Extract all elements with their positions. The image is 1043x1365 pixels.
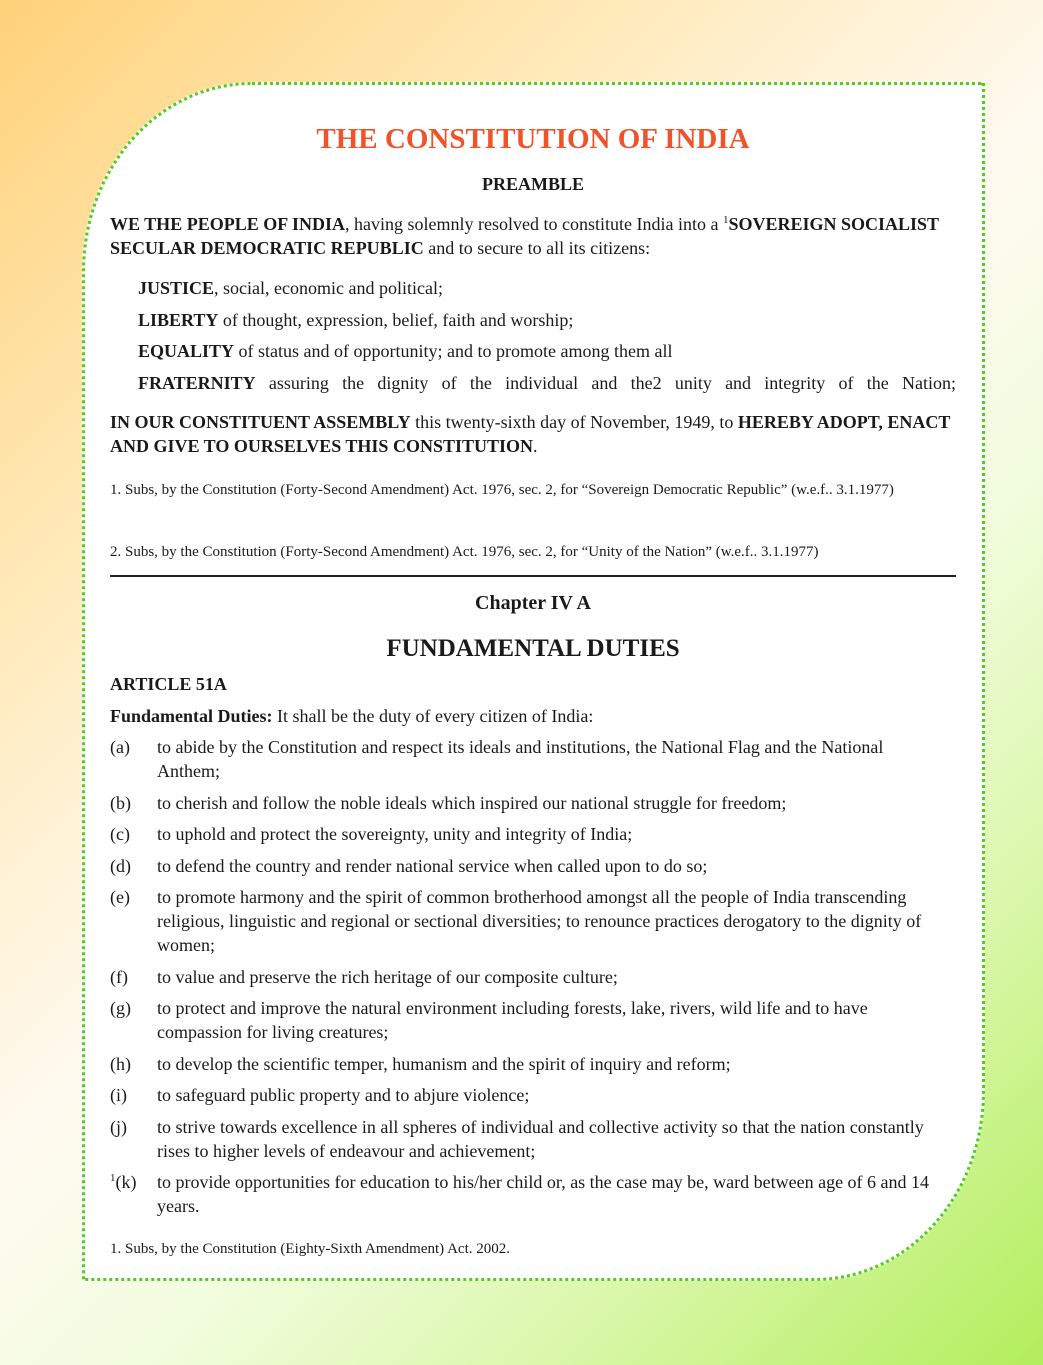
divider bbox=[110, 575, 956, 577]
duty-text: to defend the country and render national service when called upon to do so; bbox=[157, 855, 708, 876]
duty-text: to protect and improve the natural environment including forests, lake, rivers, wild life and to have compassion for living creatures; bbox=[157, 998, 868, 1042]
preamble-footnote: 2. Subs, by the Constitution (Forty-Second Amendment) Act. 1976, sec. 2, for “Unity of the Nation” (w.e.f.. 3.1.1977) bbox=[110, 544, 819, 560]
intro-text: and to secure to all its citizens: bbox=[423, 238, 651, 258]
duty-label: (e) bbox=[110, 887, 130, 907]
duty-item bbox=[110, 1115, 956, 1163]
chapter-heading: FUNDAMENTAL DUTIES bbox=[386, 635, 680, 662]
duty-label: (a) bbox=[110, 737, 130, 757]
duty-item bbox=[110, 822, 956, 846]
preamble-value: FRATERNITY assuring the dignity of the individual and the2 unity and integrity of the Nation; bbox=[138, 373, 956, 393]
duty-text: to uphold and protect the sovereignty, unity and integrity of India; bbox=[157, 824, 633, 844]
duty-text: to develop the scientific temper, humanism and the spirit of inquiry and reform; bbox=[157, 1053, 731, 1074]
duty-item bbox=[110, 854, 956, 878]
duty-label: (c) bbox=[110, 824, 130, 844]
preamble-heading: PREAMBLE bbox=[481, 174, 584, 194]
duty-text: to promote harmony and the spirit of common brotherhood amongst all the people of India transcending religious, linguistic and regional or sectional diversities; to renounce practices derogatory to the dignity of women; bbox=[157, 887, 922, 955]
duty-label: (b) bbox=[110, 792, 131, 813]
preamble-footnote: 1. Subs, by the Constitution (Forty-Second Amendment) Act. 1976, sec. 2, for “Sovereign Democratic Republic” (w.e.f.. 3.1.1977) bbox=[110, 482, 894, 498]
duties-footnote: 1. Subs, by the Constitution (Eighty-Sixth Amendment) Act. 2002. bbox=[110, 1241, 510, 1257]
footnote-ref: 1 bbox=[110, 1172, 116, 1184]
duty-item bbox=[110, 965, 956, 989]
preamble-value: LIBERTY of thought, expression, belief, faith and worship; bbox=[138, 310, 574, 330]
duties-list bbox=[110, 735, 956, 1226]
duty-item bbox=[110, 885, 956, 957]
duty-label: (d) bbox=[110, 855, 131, 876]
preamble-value: EQUALITY of status and of opportunity; and to promote among them all bbox=[138, 341, 673, 361]
duty-label: (g) bbox=[110, 998, 131, 1018]
duty-label: (j) bbox=[110, 1116, 127, 1137]
duty-label: (f) bbox=[110, 966, 128, 987]
intro-text: , having solemnly resolved to constitute India into a bbox=[345, 214, 723, 234]
duty-item bbox=[110, 1083, 956, 1107]
duty-text: to provide opportunities for education to his/her child or, as the case may be, ward between age of 6 and 14 years. bbox=[157, 1172, 930, 1216]
preamble-closing: IN OUR CONSTITUENT ASSEMBLY this twenty-sixth day of November, 1949, to HEREBY ADOPT, ENACT AND GIVE TO OURSELVES THIS CONSTITUTION. bbox=[110, 412, 951, 456]
preamble-value: JUSTICE, social, economic and political; bbox=[138, 278, 443, 298]
preamble-intro bbox=[110, 212, 956, 260]
duty-item bbox=[110, 1170, 956, 1218]
duty-item bbox=[110, 1052, 956, 1076]
duty-label: (h) bbox=[110, 1053, 131, 1074]
duties-intro: Fundamental Duties: It shall be the duty of every citizen of India: bbox=[110, 706, 594, 726]
article-number: ARTICLE 51A bbox=[110, 674, 227, 694]
duty-item bbox=[110, 791, 956, 815]
chapter-label: Chapter IV A bbox=[475, 592, 591, 614]
duty-text: to abide by the Constitution and respect its ideals and institutions, the National Flag and the National Anthem; bbox=[157, 737, 884, 781]
duty-text: to cherish and follow the noble ideals which inspired our national struggle for freedom; bbox=[157, 792, 787, 813]
duty-item bbox=[110, 735, 956, 783]
duty-text: to strive towards excellence in all spheres of individual and collective activity so that the nation constantly rises to higher levels of endeavour and achievement; bbox=[157, 1116, 924, 1161]
duty-label: $^1$(k) bbox=[110, 1172, 137, 1192]
duty-item bbox=[110, 996, 956, 1044]
intro-bold: SOVEREIGN SOCIALIST SECULAR DEMOCRATIC REPUBLIC bbox=[110, 214, 939, 258]
document-title: THE CONSTITUTION OF INDIA bbox=[316, 123, 750, 155]
duty-text: to safeguard public property and to abjure violence; bbox=[157, 1085, 530, 1105]
duty-text: to value and preserve the rich heritage of our composite culture; bbox=[157, 966, 618, 987]
duty-label: (i) bbox=[110, 1085, 127, 1105]
footnote-ref: 1 bbox=[722, 214, 729, 226]
intro-bold: WE THE PEOPLE OF INDIA bbox=[110, 214, 346, 234]
